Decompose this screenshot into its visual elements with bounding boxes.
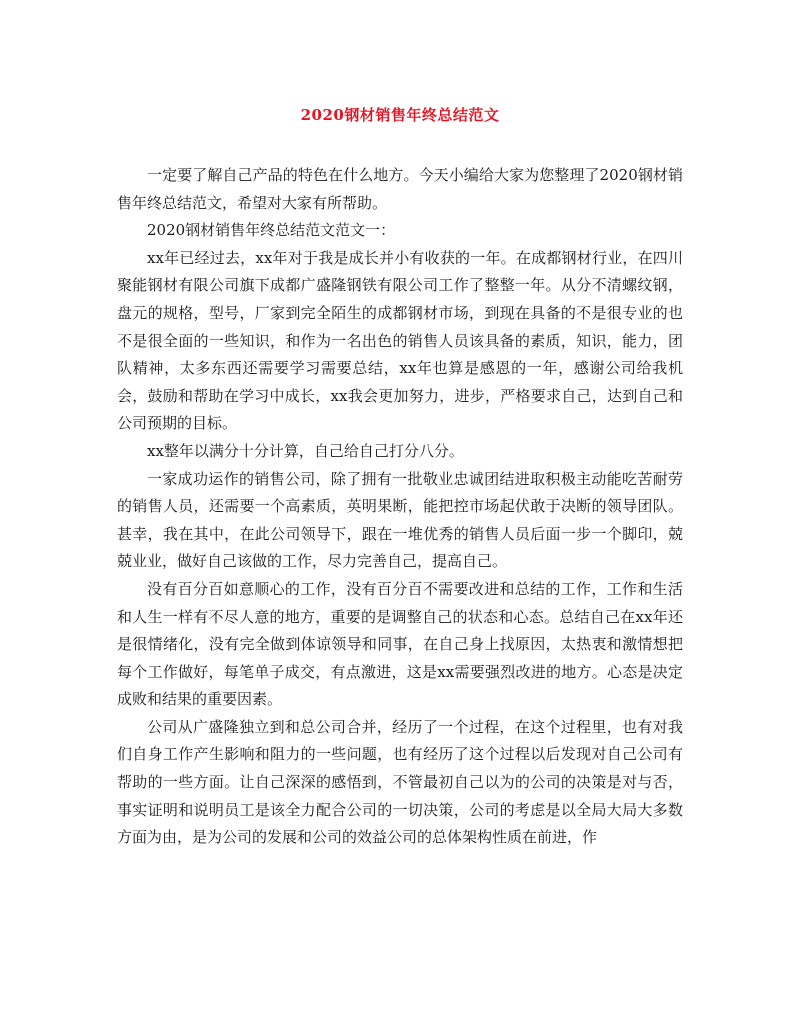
paragraph-company-merger: 公司从广盛隆独立到和总公司合并，经历了一个过程，在这个过程里，也有对我们自身工作产生影响和阻力的一些问题，也有经历了这个过程以后发现对自己公司有帮助的一些方面。让自己深深的感悟到，不管最初自己以为的公司的决策是对与否，事实证明和说明员工是该全力配合公司的一切决策，公司的考虑是以全局大局大多数方面为由，是为公司的发展和公司的效益公司的总体架构性质在前进，作 <box>117 717 683 847</box>
paragraph-year-review: xx年已经过去，xx年对于我是成长并小有收获的一年。在成都钢材行业，在四川聚能钢材有限公司旗下成都广盛隆钢铁有限公司工作了整整一年。从分不清螺纹钢，盘元的规格，型号，厂家到完全陌生的成都钢材市场，到现在具备的不是很专业的也不是很全面的一些知识，和作为一名出色的销售人员该具备的素质，知识，能力，团队精神，太多东西还需要学习需要总结，xx年也算是感恩的一年，感谢公司给我机会，鼓励和帮助在学习中成长，xx我会更加努力，进步，严格要求自己，达到自己和公司预期的目标。 <box>117 248 683 433</box>
paragraph-self-score: xx整年以满分十分计算，自己给自己打分八分。 <box>147 441 464 460</box>
document-body <box>117 162 683 852</box>
paragraph-company-team: 一家成功运作的销售公司，除了拥有一批敬业忠诚团结进取积极主动能吃苦耐劳的销售人员，还需要一个高素质，英明果断，能把控市场起伏敢于决断的领导团队。甚幸，我在其中，在此公司领导下，跟在一堆优秀的销售人员后面一步一个脚印，兢兢业业，做好自己该做的工作，尽力完善自己，提高自己。 <box>117 469 683 571</box>
document-title: 2020钢材销售年终总结范文 <box>300 106 500 124</box>
paragraph-intro: 一定要了解自己产品的特色在什么地方。今天小编给大家为您整理了2020钢材销售年终总结范文，希望对大家有所帮助。 <box>117 166 683 212</box>
paragraph-attitude: 没有百分百如意顺心的工作，没有百分百不需要改进和总结的工作，工作和生活和人生一样有不尽人意的地方，重要的是调整自己的状态和心态。总结自己在xx年还是很情绪化，没有完全做到体谅领导和同事，在自己身上找原因，太热衷和激情想把每个工作做好，每笔单子成交，有点激进，这是xx需要强烈改进的地方。心态是决定成败和结果的重要因素。 <box>117 579 683 709</box>
paragraph-subheading: 2020钢材销售年终总结范文范文一： <box>147 221 396 240</box>
